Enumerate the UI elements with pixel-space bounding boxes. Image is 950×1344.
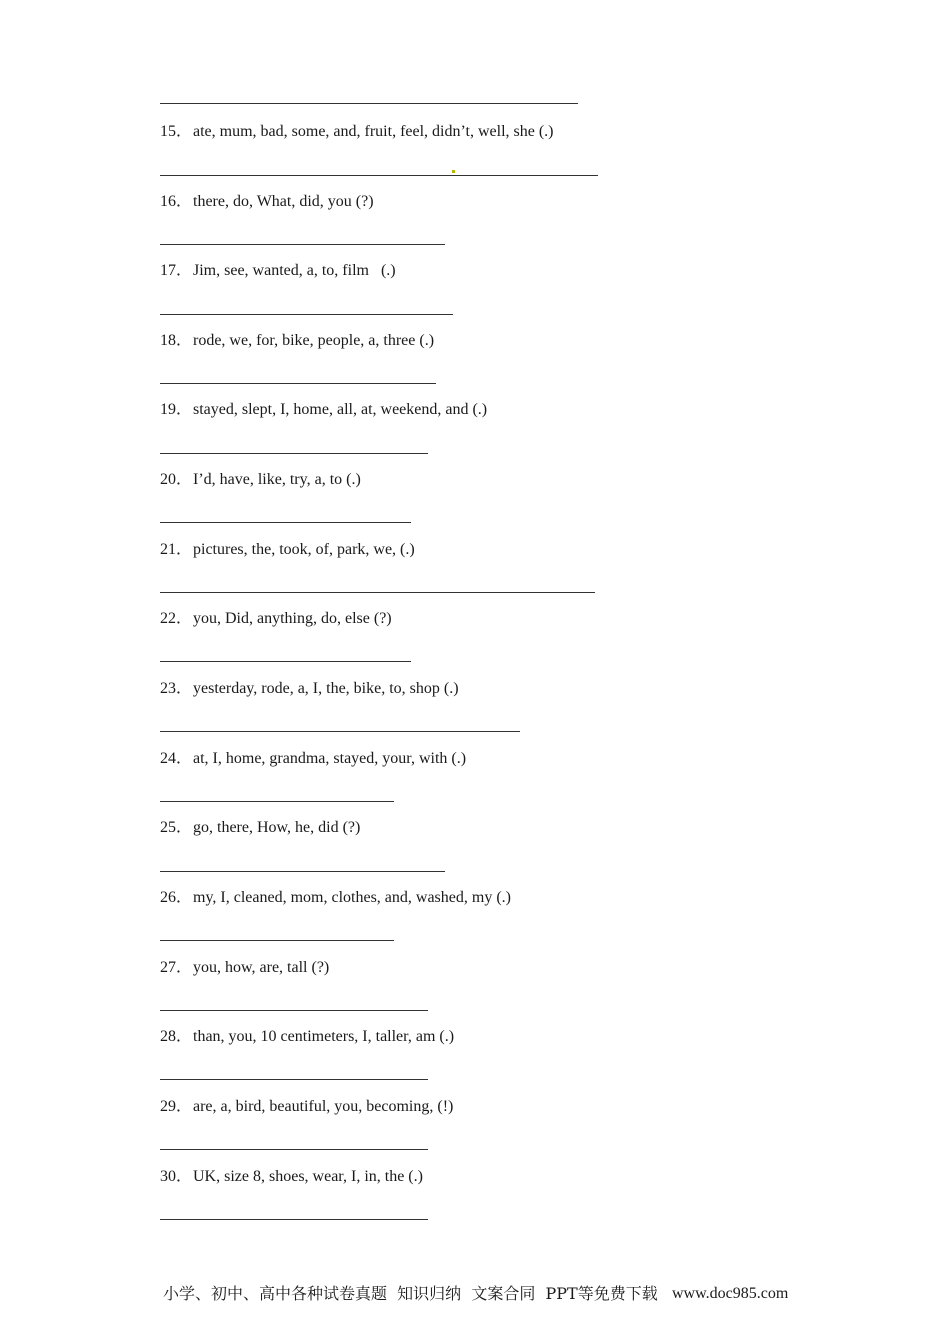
question-text: I’d, have, like, try, a, to (.) bbox=[193, 471, 361, 488]
answer-line-19 bbox=[160, 453, 428, 454]
question-text: my, I, cleaned, mom, clothes, and, washed, my (.) bbox=[193, 889, 511, 906]
question-text: are, a, bird, beautiful, you, becoming, (!) bbox=[193, 1098, 454, 1115]
question-text: UK, size 8, shoes, wear, I, in, the (.) bbox=[193, 1168, 423, 1185]
question-number: 15． bbox=[160, 123, 193, 140]
question-number: 18． bbox=[160, 332, 193, 349]
answer-line-20 bbox=[160, 522, 411, 523]
answer-line-28 bbox=[160, 1079, 428, 1080]
question-24 bbox=[160, 749, 466, 769]
question-27 bbox=[160, 958, 329, 978]
answer-line-27 bbox=[160, 1010, 428, 1011]
question-28 bbox=[160, 1027, 454, 1047]
question-23 bbox=[160, 679, 459, 699]
question-26 bbox=[160, 888, 511, 908]
question-text: there, do, What, did, you (?) bbox=[193, 193, 374, 210]
question-text: at, I, home, grandma, stayed, your, with (.) bbox=[193, 750, 467, 767]
question-number: 22． bbox=[160, 610, 193, 627]
question-number: 20． bbox=[160, 471, 193, 488]
answer-line-26 bbox=[160, 940, 394, 941]
question-number: 16． bbox=[160, 193, 193, 210]
answer-line-29 bbox=[160, 1149, 428, 1150]
question-text: you, how, are, tall (?) bbox=[193, 959, 330, 976]
question-15 bbox=[160, 122, 554, 142]
question-text: pictures, the, took, of, park, we, (.) bbox=[193, 541, 415, 558]
question-21 bbox=[160, 540, 415, 560]
question-number: 21． bbox=[160, 541, 193, 558]
question-20 bbox=[160, 470, 361, 490]
question-number: 25． bbox=[160, 819, 193, 836]
question-text: go, there, How, he, did (?) bbox=[193, 819, 361, 836]
question-number: 24． bbox=[160, 750, 193, 767]
footer-text: 小学、初中、高中各种试卷真题 知识归纳 文案合同 PPT等免费下载 bbox=[163, 1284, 658, 1303]
question-text: Jim, see, wanted, a, to, film (.) bbox=[193, 262, 396, 279]
question-text: than, you, 10 centimeters, I, taller, am (.) bbox=[193, 1028, 455, 1045]
question-number: 26． bbox=[160, 889, 193, 906]
question-number: 30． bbox=[160, 1168, 193, 1185]
answer-line-14 bbox=[160, 103, 578, 104]
question-number: 23． bbox=[160, 680, 193, 697]
question-17 bbox=[160, 261, 396, 281]
question-text: you, Did, anything, do, else (?) bbox=[193, 610, 392, 627]
answer-line-24 bbox=[160, 801, 394, 802]
footer-url[interactable]: www.doc985.com bbox=[672, 1285, 789, 1302]
answer-line-15 bbox=[160, 175, 598, 176]
question-25 bbox=[160, 818, 360, 838]
question-16 bbox=[160, 192, 374, 212]
question-30 bbox=[160, 1167, 423, 1187]
answer-line-23 bbox=[160, 731, 520, 732]
answer-line-30 bbox=[160, 1219, 428, 1220]
question-number: 19． bbox=[160, 401, 193, 418]
question-text: yesterday, rode, a, I, the, bike, to, shop (.) bbox=[193, 680, 459, 697]
question-22 bbox=[160, 609, 392, 629]
answer-line-16 bbox=[160, 244, 445, 245]
answer-line-17 bbox=[160, 314, 453, 315]
question-number: 28． bbox=[160, 1028, 193, 1045]
question-number: 29． bbox=[160, 1098, 193, 1115]
question-number: 17． bbox=[160, 262, 193, 279]
stray-mark bbox=[452, 170, 455, 173]
answer-line-22 bbox=[160, 661, 411, 662]
question-29 bbox=[160, 1097, 453, 1117]
question-18 bbox=[160, 331, 434, 351]
question-text: stayed, slept, I, home, all, at, weekend, and (.) bbox=[193, 401, 488, 418]
question-text: rode, we, for, bike, people, a, three (.) bbox=[193, 332, 435, 349]
answer-line-25 bbox=[160, 871, 445, 872]
question-19 bbox=[160, 400, 487, 420]
question-number: 27． bbox=[160, 959, 193, 976]
answer-line-21 bbox=[160, 592, 595, 593]
answer-line-18 bbox=[160, 383, 436, 384]
question-text: ate, mum, bad, some, and, fruit, feel, didn’t, well, she (.) bbox=[193, 123, 554, 140]
